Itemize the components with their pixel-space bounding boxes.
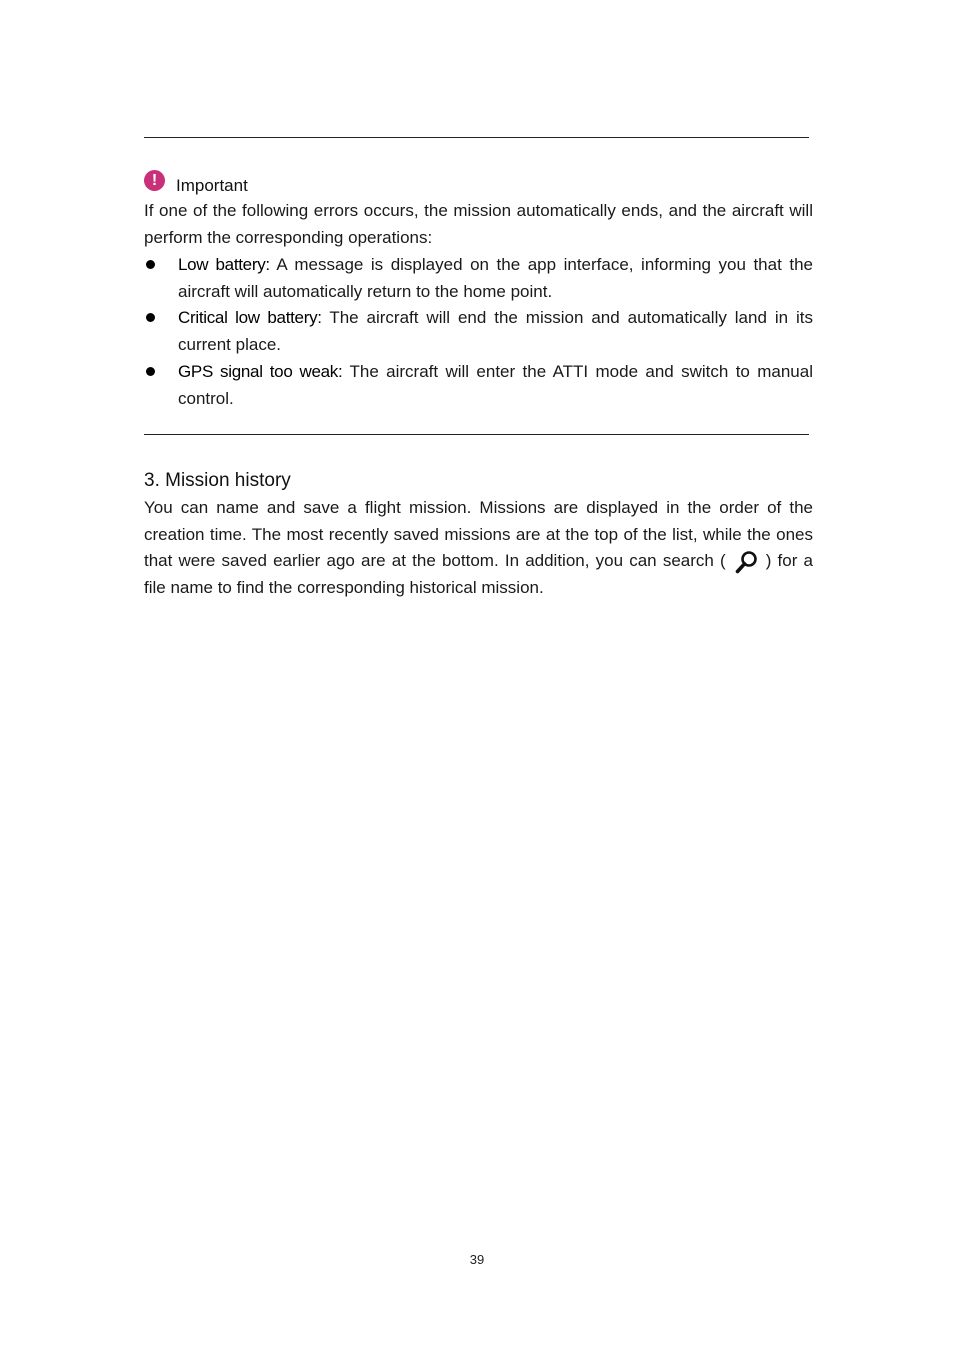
bullet-icon: [146, 313, 155, 322]
important-title: Important: [176, 176, 248, 195]
search-icon: [734, 549, 760, 575]
important-header: [144, 170, 248, 196]
error-list: [144, 252, 813, 412]
item-term: Critical low battery:: [178, 308, 322, 328]
bullet-icon: [146, 260, 155, 269]
item-term: Low battery:: [178, 255, 270, 274]
list-item: [144, 359, 813, 412]
item-term: GPS signal too weak:: [178, 361, 343, 381]
list-item: [144, 252, 813, 305]
page-number: 39: [469, 1252, 485, 1267]
bullet-icon: [146, 367, 155, 376]
item-text: The aircraft will enter the ATTI mode and switch to manual control.: [178, 361, 813, 408]
bottom-divider: [144, 434, 809, 435]
list-item: [144, 305, 813, 358]
body-text-after: ) for a file name to find the corresponding historical mission.: [144, 551, 813, 598]
section-body: [144, 495, 813, 602]
top-divider: [144, 137, 809, 138]
section-title: 3. Mission history: [144, 470, 291, 491]
body-text: You can name and save a flight mission. Missions are displayed in the order of the creation time. The most recently saved missions are at the top of the list, while the ones that were saved earlier ago are at the bottom. In addition, you can search (: [144, 498, 813, 571]
exclamation-icon: !: [144, 170, 165, 191]
important-intro: If one of the following errors occurs, the mission automatically ends, and the aircraft will perform the corresponding operations:: [144, 201, 813, 247]
item-text: A message is displayed on the app interface, informing you that the aircraft will automatically return to the home point.: [178, 255, 813, 301]
item-text: The aircraft will end the mission and automatically land in its current place.: [178, 308, 813, 355]
